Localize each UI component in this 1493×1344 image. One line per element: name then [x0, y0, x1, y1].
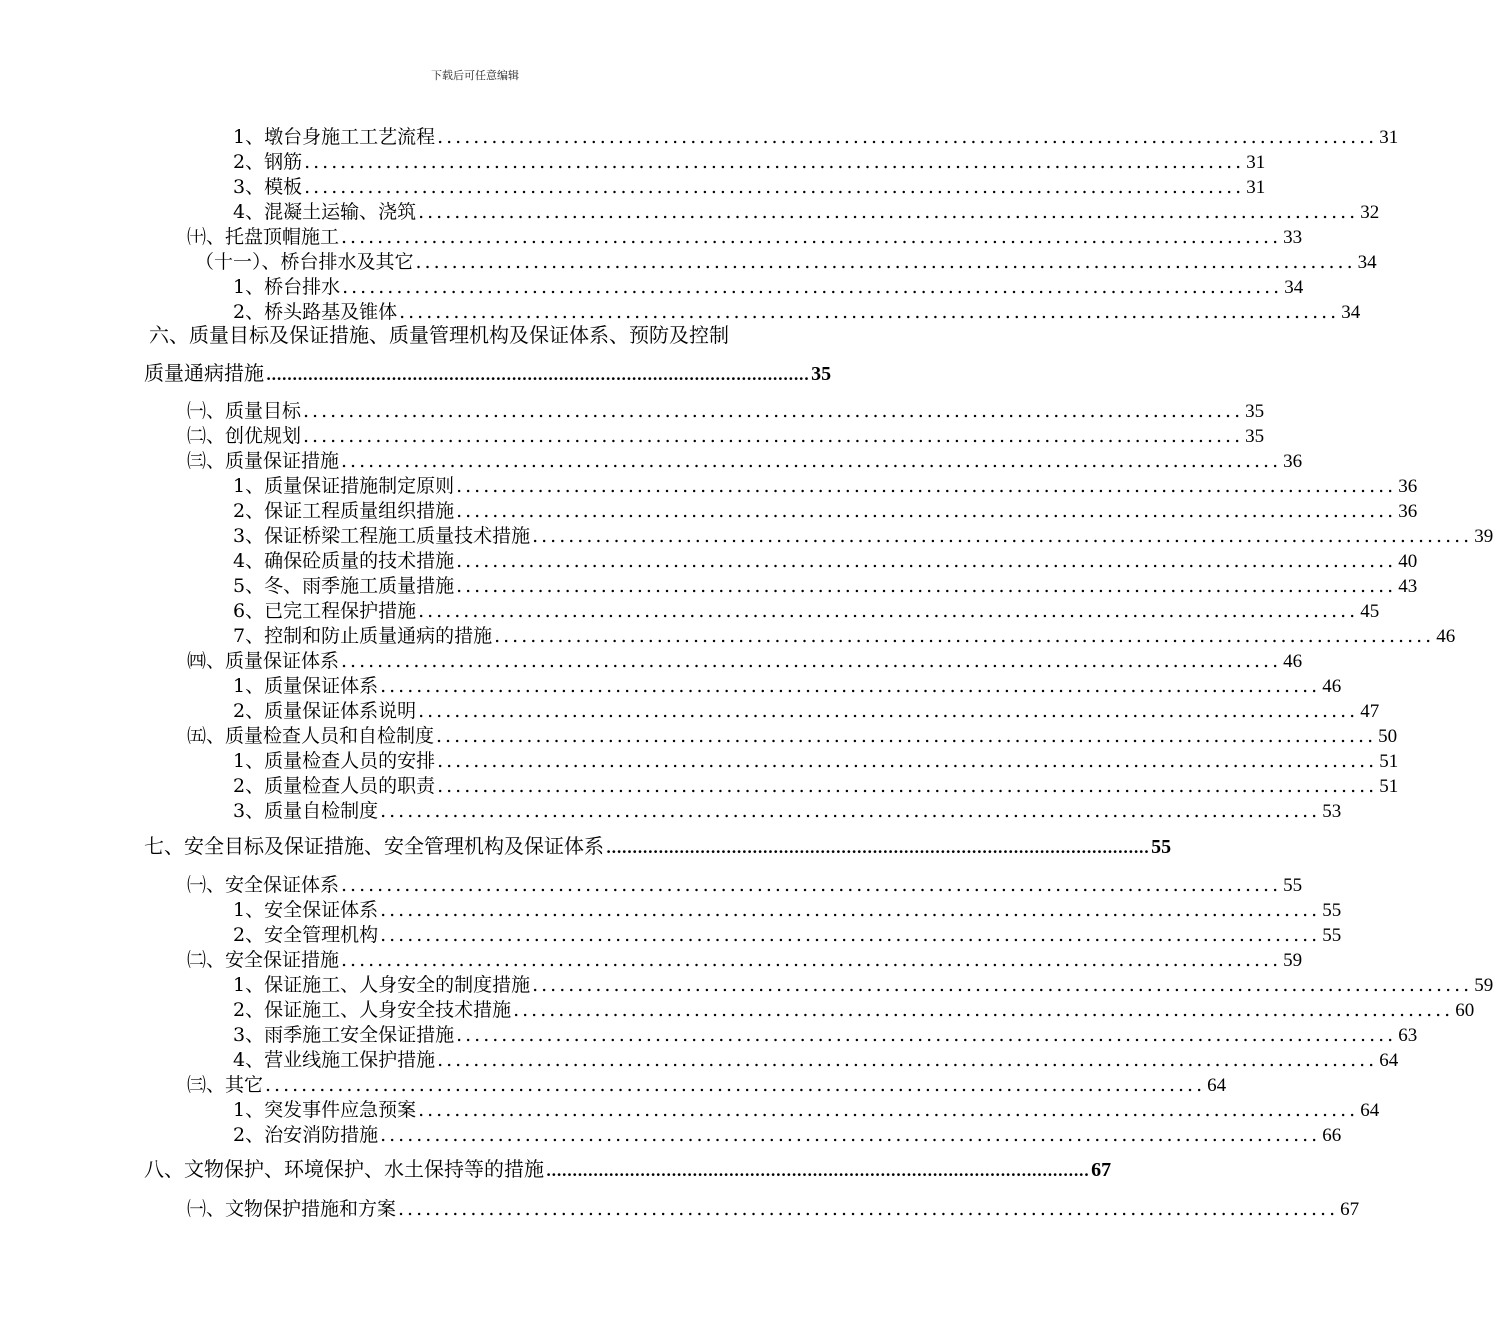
toc-leader-dots: ........................................................................................................ — [418, 201, 1359, 223]
toc-page-number: 53 — [1322, 801, 1342, 822]
toc-leader-dots: ........................................................................................................ — [546, 1162, 1090, 1180]
toc-entry-title: 3、质量自检制度 — [233, 800, 379, 822]
toc-entry[interactable] — [233, 125, 1399, 150]
toc-entry-title: （十一）、桥台排水及其它 — [195, 251, 414, 273]
toc-page-number: 31 — [1246, 177, 1266, 198]
toc-entry[interactable] — [187, 948, 1303, 973]
toc-leader-dots: ........................................................................................................ — [418, 1099, 1359, 1121]
toc-leader-dots: ........................................................................................................ — [380, 800, 1321, 822]
toc-entry-title: ㈢、其它 — [187, 1074, 264, 1096]
toc-page-number: 31 — [1246, 152, 1266, 173]
toc-leader-dots: ........................................................................................................ — [418, 600, 1359, 622]
toc-page-number: 35 — [811, 363, 832, 385]
toc-entry-title: 2、钢筋 — [233, 151, 303, 173]
toc-leader-dots: ........................................................................................................ — [303, 400, 1244, 422]
toc-entry-title: ㈠、安全保证体系 — [187, 874, 340, 896]
toc-entry[interactable] — [233, 549, 1418, 574]
toc-leader-dots: ........................................................................................................ — [437, 1049, 1378, 1071]
toc-leader-dots: ........................................................................................................ — [456, 475, 1397, 497]
toc-page-number: 55 — [1322, 925, 1342, 946]
toc-chapter-entry[interactable] — [144, 1157, 1112, 1183]
toc-chapter-entry[interactable] — [144, 361, 832, 387]
toc-page-number: 33 — [1283, 227, 1303, 248]
toc-entry[interactable] — [187, 873, 1303, 898]
toc-page-number: 51 — [1379, 751, 1399, 772]
toc-leader-dots: ........................................................................................................ — [304, 176, 1245, 198]
toc-entry-title: 1、质量保证措施制定原则 — [233, 475, 455, 497]
toc-page-number: 36 — [1283, 451, 1303, 472]
toc-entry[interactable] — [233, 175, 1266, 200]
toc-leader-dots: ........................................................................................................ — [456, 550, 1397, 572]
toc-leader-dots: ........................................................................................................ — [456, 575, 1397, 597]
toc-entry-title: 4、确保砼质量的技术措施 — [233, 550, 455, 572]
toc-page-number: 67 — [1091, 1159, 1112, 1181]
toc-entry[interactable] — [233, 624, 1456, 649]
toc-entry-title: ㈤、质量检查人员和自检制度 — [187, 725, 435, 747]
toc-page-number: 55 — [1151, 836, 1172, 858]
toc-entry-title: 2、治安消防措施 — [233, 1124, 379, 1146]
toc-entry-title: 2、保证施工、人身安全技术措施 — [233, 999, 512, 1021]
toc-entry-title: ㈢、质量保证措施 — [187, 450, 340, 472]
toc-entry[interactable] — [233, 674, 1342, 699]
toc-entry-title: 1、保证施工、人身安全的制度措施 — [233, 974, 531, 996]
toc-entry[interactable] — [187, 724, 1398, 749]
toc-page-number: 39 — [1474, 526, 1493, 547]
toc-entry-title: ㈡、创优规划 — [187, 425, 302, 447]
toc-leader-dots: ........................................................................................................ — [341, 949, 1282, 971]
toc-page-number: 31 — [1379, 127, 1399, 148]
toc-page-number: 46 — [1322, 676, 1342, 697]
toc-entry[interactable] — [233, 699, 1380, 724]
toc-entry-title: 3、雨季施工安全保证措施 — [233, 1024, 455, 1046]
toc-page-number: 34 — [1341, 302, 1361, 323]
toc-entry[interactable] — [233, 474, 1418, 499]
toc-entry-title: 3、保证桥梁工程施工质量技术措施 — [233, 525, 531, 547]
toc-leader-dots: ........................................................................................................ — [436, 725, 1377, 747]
toc-entry-title: 1、质量保证体系 — [233, 675, 379, 697]
toc-entry-title: 2、质量保证体系说明 — [233, 700, 417, 722]
toc-leader-dots: ........................................................................................................ — [494, 625, 1435, 647]
toc-entry[interactable] — [233, 1023, 1418, 1048]
toc-page-number: 36 — [1398, 501, 1418, 522]
toc-page-number: 59 — [1283, 950, 1303, 971]
toc-leader-dots: ........................................................................................................ — [304, 151, 1245, 173]
toc-entry[interactable] — [233, 1048, 1399, 1073]
toc-entry-title: ㈠、质量目标 — [187, 400, 302, 422]
toc-leader-dots: ........................................................................................................ — [437, 126, 1378, 148]
toc-entry-title: 1、桥台排水 — [233, 276, 341, 298]
toc-page-number: 35 — [1245, 401, 1265, 422]
toc-entry[interactable] — [233, 1098, 1380, 1123]
toc-page-number: 46 — [1436, 626, 1456, 647]
toc-entry[interactable] — [233, 973, 1493, 998]
toc-page-number: 60 — [1455, 1000, 1475, 1021]
toc-entry[interactable] — [187, 449, 1303, 474]
toc-entry-title: 2、桥头路基及锥体 — [233, 301, 398, 323]
toc-entry[interactable] — [233, 150, 1266, 175]
toc-page-number: 50 — [1378, 726, 1398, 747]
toc-entry-title: 4、营业线施工保护措施 — [233, 1049, 436, 1071]
toc-page-number: 63 — [1398, 1025, 1418, 1046]
toc-entry-title: 七、安全目标及保证措施、安全管理机构及保证体系 — [144, 834, 604, 858]
toc-entry-title: 八、文物保护、环境保护、水土保持等的措施 — [144, 1157, 544, 1181]
toc-page-number: 35 — [1245, 426, 1265, 447]
toc-entry-title: 2、安全管理机构 — [233, 924, 379, 946]
toc-entry[interactable] — [233, 774, 1399, 799]
toc-entry-title: 2、质量检查人员的职责 — [233, 775, 436, 797]
toc-entry-title: 质量通病措施 — [144, 361, 264, 385]
toc-leader-dots: ........................................................................................................ — [380, 675, 1321, 697]
toc-leader-dots: ........................................................................................................ — [380, 1124, 1321, 1146]
toc-entry[interactable] — [187, 1197, 1360, 1222]
toc-page-number: 55 — [1283, 875, 1303, 896]
toc-leader-dots: ........................................................................................................ — [532, 525, 1473, 547]
toc-page-number: 45 — [1360, 601, 1380, 622]
toc-leader-dots: ........................................................................................................ — [398, 1198, 1339, 1220]
toc-leader-dots: ........................................................................................................ — [341, 650, 1282, 672]
toc-page-number: 32 — [1360, 202, 1380, 223]
toc-entry-title: 1、突发事件应急预案 — [233, 1099, 417, 1121]
toc-entry[interactable] — [187, 399, 1265, 424]
toc-entry-title: ㈠、文物保护措施和方案 — [187, 1198, 397, 1220]
toc-entry[interactable] — [233, 998, 1475, 1023]
toc-chapter-entry[interactable] — [144, 834, 1172, 860]
toc-leader-dots: ........................................................................................................ — [303, 425, 1244, 447]
toc-leader-dots: ........................................................................................................ — [399, 301, 1340, 323]
toc-entry[interactable] — [233, 923, 1342, 948]
toc-entry[interactable] — [233, 275, 1304, 300]
toc-entry-title: 5、冬、雨季施工质量措施 — [233, 575, 455, 597]
toc-leader-dots: ........................................................................................................ — [437, 750, 1378, 772]
toc-page-number: 47 — [1360, 701, 1380, 722]
toc-entry[interactable] — [233, 1123, 1342, 1148]
toc-entry-title: 1、质量检查人员的安排 — [233, 750, 436, 772]
toc-chapter-title-line[interactable]: 六、质量目标及保证措施、质量管理机构及保证体系、预防及控制 — [149, 323, 729, 347]
toc-entry[interactable] — [187, 1073, 1227, 1098]
toc-leader-dots: ........................................................................................................ — [265, 1074, 1206, 1096]
toc-entry[interactable] — [233, 524, 1493, 549]
toc-page-number: 64 — [1379, 1050, 1399, 1071]
toc-page-number: 34 — [1357, 252, 1377, 273]
toc-entry-title: 1、安全保证体系 — [233, 899, 379, 921]
toc-entry-title: 6、已完工程保护措施 — [233, 600, 417, 622]
toc-page-number: 34 — [1284, 277, 1304, 298]
toc-entry[interactable] — [233, 799, 1342, 824]
toc-entry-title: 2、保证工程质量组织措施 — [233, 500, 455, 522]
toc-entry-title: 1、墩台身施工工艺流程 — [233, 126, 436, 148]
toc-entry[interactable] — [187, 424, 1265, 449]
toc-page-number: 51 — [1379, 776, 1399, 797]
toc-entry[interactable] — [233, 200, 1380, 225]
toc-leader-dots: ........................................................................................................ — [532, 974, 1473, 996]
toc-leader-dots: ........................................................................................................ — [341, 226, 1282, 248]
toc-entry[interactable] — [233, 898, 1342, 923]
toc-page-number: 67 — [1340, 1199, 1360, 1220]
toc-page-number: 64 — [1360, 1100, 1380, 1121]
toc-entry-title: 4、混凝土运输、浇筑 — [233, 201, 417, 223]
toc-page-number: 59 — [1474, 975, 1493, 996]
toc-leader-dots: ........................................................................................................ — [341, 874, 1282, 896]
toc-entry-title: ㈣、质量保证体系 — [187, 650, 340, 672]
toc-entry[interactable] — [195, 250, 1377, 275]
toc-page-number: 40 — [1398, 551, 1418, 572]
toc-entry[interactable] — [187, 649, 1303, 674]
toc-leader-dots: ........................................................................................................ — [341, 450, 1282, 472]
toc-leader-dots: ........................................................................................................ — [380, 899, 1321, 921]
toc-page-number: 43 — [1398, 576, 1418, 597]
toc-leader-dots: ........................................................................................................ — [418, 700, 1359, 722]
toc-entry-title: ㈡、安全保证措施 — [187, 949, 340, 971]
toc-page-number: 66 — [1322, 1125, 1342, 1146]
toc-entry[interactable] — [187, 225, 1303, 250]
toc-leader-dots: ........................................................................................................ — [456, 1024, 1397, 1046]
toc-leader-dots: ........................................................................................................ — [606, 839, 1150, 857]
toc-entry[interactable] — [233, 499, 1418, 524]
toc-entry-title: ㈩、托盘顶帽施工 — [187, 226, 340, 248]
toc-page-number: 64 — [1207, 1075, 1227, 1096]
toc-entry[interactable] — [233, 599, 1380, 624]
toc-leader-dots: ........................................................................................................ — [437, 775, 1378, 797]
toc-leader-dots: ........................................................................................................ — [342, 276, 1283, 298]
toc-leader-dots: ........................................................................................................ — [415, 251, 1356, 273]
toc-leader-dots: ........................................................................................................ — [266, 366, 810, 384]
toc-entry-title: 7、控制和防止质量通病的措施 — [233, 625, 493, 647]
toc-page-number: 46 — [1283, 651, 1303, 672]
page-header: 下载后可任意编辑 — [431, 69, 519, 82]
toc-page-number: 36 — [1398, 476, 1418, 497]
toc-entry-title: 3、模板 — [233, 176, 303, 198]
toc-leader-dots: ........................................................................................................ — [513, 999, 1454, 1021]
toc-entry[interactable] — [233, 749, 1399, 774]
toc-entry[interactable] — [233, 574, 1418, 599]
toc-leader-dots: ........................................................................................................ — [380, 924, 1321, 946]
toc-leader-dots: ........................................................................................................ — [456, 500, 1397, 522]
toc-page-number: 55 — [1322, 900, 1342, 921]
